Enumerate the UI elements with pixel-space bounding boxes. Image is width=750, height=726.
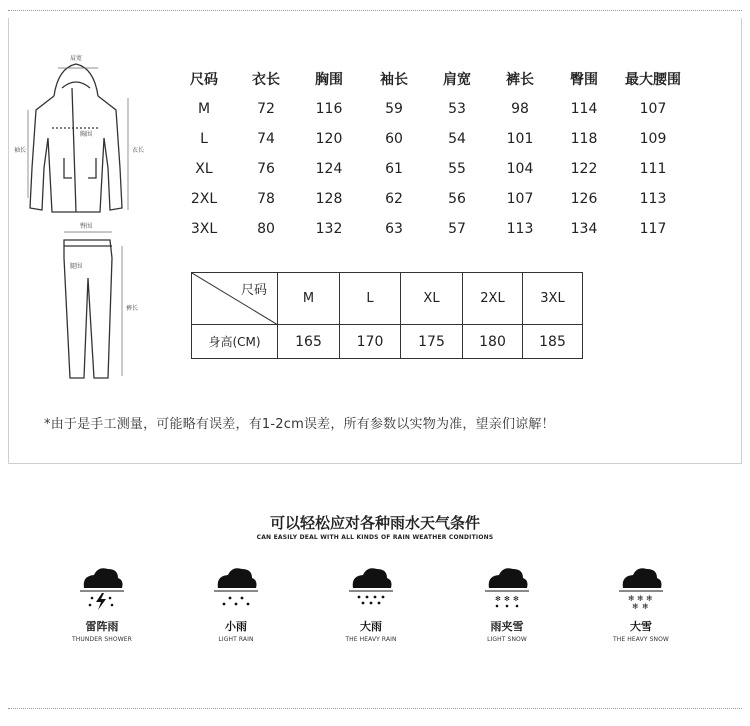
table-cell: 128 [315,191,343,207]
size-cell: M [278,273,340,325]
table-cell: 74 [257,131,275,147]
height-cell: 170 [340,325,401,359]
jacket-outline-icon [30,64,122,212]
table-cell: 113 [639,191,667,207]
weather-item-light-rain [186,560,286,643]
table-cell: 107 [506,191,534,207]
table-cell: 124 [315,161,343,177]
heavy-rain-icon [345,560,397,612]
pants-outline-icon [64,240,112,378]
light-rain-icon [210,560,262,612]
table-cell: 59 [385,101,403,117]
size-cell: 3XL [523,273,583,325]
waist-label: 臀围 [79,223,93,230]
table-cell: 111 [639,161,667,177]
table-cell: 56 [448,191,466,207]
weather-label-en: THUNDER SHOWER [72,636,132,643]
table-cell: 61 [385,161,403,177]
table-cell: 132 [315,221,343,237]
table-row [175,214,693,244]
height-table [191,272,583,359]
svg-text:❄: ❄ [632,602,639,611]
svg-text:✻: ✻ [495,595,501,603]
weather-label-cn: 雨夹雪 [490,620,524,633]
table-cell: 114 [570,101,598,117]
height-cell: 175 [401,325,463,359]
height-table-height-row [192,325,583,359]
svg-text:❄: ❄ [646,594,653,603]
table-cell: 62 [385,191,403,207]
table-row [175,94,693,124]
table-cell: 118 [570,131,598,147]
weather-label-cn: 大雪 [630,620,652,633]
weather-label-en: LIGHT SNOW [487,636,527,643]
height-cell: 180 [463,325,523,359]
sleet-icon [481,560,533,612]
weather-label-cn: 大雨 [360,620,382,633]
heavy-snow-icon [615,560,667,612]
corner-label: 尺码 [240,283,267,298]
table-cell: 134 [570,221,598,237]
table-cell: 117 [639,221,667,237]
svg-text:❄: ❄ [642,602,649,611]
table-cell: 113 [506,221,534,237]
header-chest: 胸围 [315,72,343,88]
size-cell: XL [195,161,213,177]
weather-item-sleet [457,560,557,643]
header-inseam: 裤长 [506,72,534,88]
height-table-size-row [192,273,583,325]
table-cell: 55 [448,161,466,177]
svg-text:✻: ✻ [504,595,510,603]
table-cell: 104 [506,161,534,177]
table-cell: 120 [315,131,343,147]
table-row [175,124,693,154]
header-shoulder: 肩宽 [443,72,471,88]
header-length: 衣长 [252,72,280,88]
table-cell: 54 [448,131,466,147]
thunder-shower-icon [76,560,128,612]
header-hip: 臀围 [570,72,598,88]
chest-label: 胸围 [79,131,93,138]
table-cell: 78 [257,191,275,207]
size-cell: L [340,273,401,325]
table-cell: 98 [511,101,529,117]
shoulder-label: 肩宽 [69,55,83,62]
table-row [175,154,693,184]
table-cell: 107 [639,101,667,117]
header-size: 尺码 [190,72,218,88]
top-divider [8,10,742,11]
svg-text:❄: ❄ [637,594,644,603]
size-cell: L [200,131,208,147]
weather-subtitle: CAN EASILY DEAL WITH ALL KINDS OF RAIN WEATHER CONDITIONS [256,534,494,541]
table-cell: 60 [385,131,403,147]
bottom-divider [8,708,742,709]
weather-label-en: THE HEAVY RAIN [345,636,397,643]
table-cell: 57 [448,221,466,237]
svg-text:✻: ✻ [513,595,519,603]
sleeve-label: 袖长 [14,147,27,154]
corner-cell [192,273,278,325]
garment-sketch [14,48,164,388]
measurement-note: *由于是手工测量，可能略有误差，有1-2cm误差，所有参数以实物为准，望亲们谅解！ [44,417,555,432]
weather-label-cn: 小雨 [225,620,247,633]
table-row [175,184,693,214]
size-cell: 2XL [463,273,523,325]
weather-label-en: LIGHT RAIN [218,636,254,643]
length-label: 衣长 [131,147,145,154]
weather-label-en: THE HEAVY SNOW [613,636,669,643]
size-cell: 3XL [190,221,218,237]
height-cell: 165 [278,325,340,359]
table-cell: 76 [257,161,275,177]
table-cell: 116 [315,101,343,117]
weather-label-cn: 雷阵雨 [85,620,119,633]
table-cell: 101 [506,131,534,147]
table-cell: 53 [448,101,466,117]
weather-item-heavy-rain [321,560,421,643]
table-cell: 109 [639,131,667,147]
thigh-label: 腿围 [69,263,83,270]
size-cell: XL [401,273,463,325]
table-cell: 80 [257,221,275,237]
size-table-header [175,64,693,94]
header-max-waist: 最大腰围 [625,72,681,88]
weather-item-heavy-snow [591,560,691,643]
table-cell: 126 [570,191,598,207]
weather-title: 可以轻松应对各种雨水天气条件 [269,514,480,532]
header-sleeve: 袖长 [380,72,408,88]
table-cell: 72 [257,101,275,117]
weather-item-thunder-shower [52,560,152,643]
size-cell: M [197,101,211,117]
svg-text:❄: ❄ [628,594,635,603]
size-cell: 2XL [190,191,218,207]
table-cell: 63 [385,221,403,237]
height-row-label: 身高(CM) [192,325,278,359]
height-cell: 185 [523,325,583,359]
inseam-label: 裤长 [125,305,139,312]
table-cell: 122 [570,161,598,177]
size-table [175,64,693,244]
